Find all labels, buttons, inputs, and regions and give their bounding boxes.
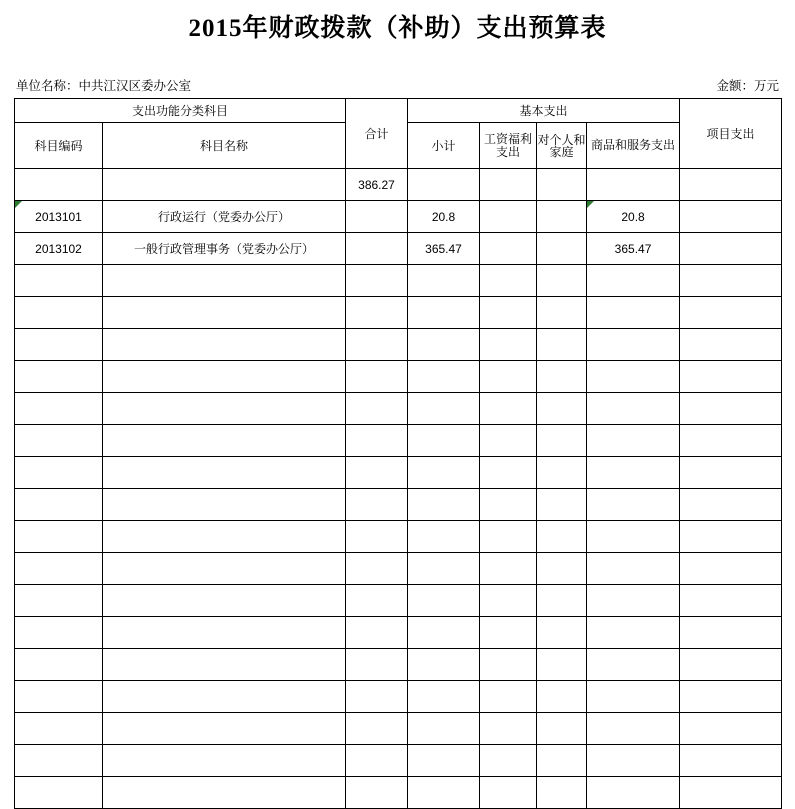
cell-total (346, 745, 408, 777)
table-row (15, 297, 782, 329)
page-title: 2015年财政拨款（补助）支出预算表 (188, 15, 607, 42)
cell-project-expenditure (680, 617, 782, 649)
cell-to-person-family (537, 457, 587, 489)
cell-goods-services (587, 745, 680, 777)
cell-total (346, 457, 408, 489)
cell-total (346, 553, 408, 585)
cell-salary-welfare (480, 489, 537, 521)
unit-name-value: 中共江汉区委办公室 (78, 79, 192, 93)
cell-to-person-family (537, 425, 587, 457)
cell-name: 一般行政管理事务（党委办公厅） (103, 233, 346, 265)
table-row (15, 329, 782, 361)
table-row (15, 617, 782, 649)
cell-project-expenditure (680, 681, 782, 713)
cell-subtotal (408, 649, 480, 681)
cell-salary-welfare (480, 201, 537, 233)
cell-code (15, 393, 103, 425)
cell-project-expenditure (680, 425, 782, 457)
table-row (15, 777, 782, 809)
cell-subtotal (408, 777, 480, 809)
cell-subtotal (408, 425, 480, 457)
cell-to-person-family (537, 393, 587, 425)
cell-subtotal (408, 585, 480, 617)
cell-to-person-family (537, 681, 587, 713)
cell-project-expenditure (680, 329, 782, 361)
cell-to-person-family (537, 361, 587, 393)
cell-name (103, 265, 346, 297)
cell-project-expenditure (680, 713, 782, 745)
cell-code (15, 265, 103, 297)
cell-project-expenditure (680, 745, 782, 777)
cell-subtotal (408, 553, 480, 585)
cell-subtotal (408, 169, 480, 201)
cell-project-expenditure (680, 777, 782, 809)
cell-subtotal (408, 457, 480, 489)
cell-total (346, 329, 408, 361)
cell-salary-welfare (480, 425, 537, 457)
cell-to-person-family (537, 201, 587, 233)
cell-salary-welfare (480, 329, 537, 361)
cell-name (103, 361, 346, 393)
cell-salary-welfare (480, 649, 537, 681)
header-name: 科目名称 (103, 123, 346, 169)
amount-unit-label: 金额：万元 (716, 79, 779, 93)
table-row (15, 745, 782, 777)
cell-goods-services: 365.47 (587, 233, 680, 265)
cell-salary-welfare (480, 169, 537, 201)
cell-goods-services (587, 713, 680, 745)
cell-salary-welfare (480, 681, 537, 713)
cell-goods-services (587, 681, 680, 713)
document-meta (0, 76, 795, 98)
cell-subtotal: 365.47 (408, 233, 480, 265)
cell-salary-welfare (480, 617, 537, 649)
table-row (15, 425, 782, 457)
cell-salary-welfare (480, 361, 537, 393)
table-row (15, 233, 782, 265)
cell-goods-services: 20.8 (587, 201, 680, 233)
cell-subtotal (408, 329, 480, 361)
table-row (15, 393, 782, 425)
cell-code (15, 649, 103, 681)
cell-total (346, 617, 408, 649)
cell-code (15, 297, 103, 329)
cell-subtotal (408, 265, 480, 297)
header-basic-expenditure: 基本支出 (408, 99, 680, 123)
cell-code (15, 489, 103, 521)
budget-table (14, 98, 782, 809)
table-row (15, 489, 782, 521)
table-body (15, 169, 782, 809)
cell-goods-services (587, 553, 680, 585)
cell-name (103, 169, 346, 201)
cell-total (346, 297, 408, 329)
header-salary-welfare: 工资福利支出 (480, 123, 537, 169)
cell-to-person-family (537, 553, 587, 585)
cell-subtotal (408, 297, 480, 329)
cell-total (346, 425, 408, 457)
header-project-expenditure: 项目支出 (680, 99, 782, 169)
cell-project-expenditure (680, 489, 782, 521)
cell-goods-services (587, 297, 680, 329)
cell-goods-services (587, 457, 680, 489)
cell-to-person-family (537, 521, 587, 553)
cell-total (346, 649, 408, 681)
cell-name (103, 649, 346, 681)
cell-code: 2013102 (15, 233, 103, 265)
cell-goods-services (587, 393, 680, 425)
unit-name-line (16, 76, 191, 94)
cell-subtotal (408, 361, 480, 393)
table-row (15, 521, 782, 553)
table-row (15, 361, 782, 393)
header-function-category: 支出功能分类科目 (15, 99, 346, 123)
cell-subtotal (408, 713, 480, 745)
table-row (15, 649, 782, 681)
cell-project-expenditure (680, 201, 782, 233)
cell-name (103, 393, 346, 425)
cell-code (15, 681, 103, 713)
cell-total (346, 489, 408, 521)
cell-to-person-family (537, 233, 587, 265)
cell-goods-services (587, 169, 680, 201)
cell-subtotal (408, 393, 480, 425)
table-header (15, 99, 782, 169)
cell-code (15, 777, 103, 809)
cell-code (15, 425, 103, 457)
cell-name (103, 713, 346, 745)
cell-to-person-family (537, 297, 587, 329)
cell-salary-welfare (480, 745, 537, 777)
cell-goods-services (587, 585, 680, 617)
header-goods-services: 商品和服务支出 (587, 123, 680, 169)
cell-name (103, 745, 346, 777)
cell-name (103, 777, 346, 809)
cell-salary-welfare (480, 777, 537, 809)
cell-goods-services (587, 425, 680, 457)
cell-code (15, 457, 103, 489)
cell-salary-welfare (480, 521, 537, 553)
header-to-person-family: 对个人和家庭 (537, 123, 587, 169)
cell-goods-services (587, 521, 680, 553)
cell-code (15, 329, 103, 361)
cell-project-expenditure (680, 649, 782, 681)
cell-to-person-family (537, 777, 587, 809)
table-row (15, 169, 782, 201)
cell-code: 2013101 (15, 201, 103, 233)
cell-goods-services (587, 329, 680, 361)
table-row (15, 585, 782, 617)
comment-marker-icon (15, 201, 22, 208)
cell-total (346, 521, 408, 553)
unit-name-label: 单位名称： (16, 79, 79, 93)
cell-total: 386.27 (346, 169, 408, 201)
cell-name (103, 489, 346, 521)
cell-goods-services (587, 361, 680, 393)
cell-total (346, 393, 408, 425)
cell-goods-services (587, 489, 680, 521)
cell-project-expenditure (680, 233, 782, 265)
cell-total (346, 585, 408, 617)
cell-project-expenditure (680, 297, 782, 329)
cell-code (15, 553, 103, 585)
cell-name (103, 329, 346, 361)
cell-name (103, 457, 346, 489)
cell-name (103, 425, 346, 457)
cell-subtotal: 20.8 (408, 201, 480, 233)
cell-to-person-family (537, 745, 587, 777)
cell-subtotal (408, 617, 480, 649)
cell-subtotal (408, 745, 480, 777)
table-row (15, 713, 782, 745)
cell-name (103, 521, 346, 553)
cell-salary-welfare (480, 553, 537, 585)
cell-project-expenditure (680, 553, 782, 585)
cell-total (346, 201, 408, 233)
cell-total (346, 777, 408, 809)
cell-to-person-family (537, 649, 587, 681)
table-row (15, 681, 782, 713)
cell-goods-services (587, 265, 680, 297)
cell-code (15, 713, 103, 745)
cell-total (346, 265, 408, 297)
cell-total (346, 361, 408, 393)
cell-name (103, 585, 346, 617)
cell-salary-welfare (480, 713, 537, 745)
table-row (15, 201, 782, 233)
cell-project-expenditure (680, 585, 782, 617)
header-code: 科目编码 (15, 123, 103, 169)
cell-total (346, 233, 408, 265)
cell-name (103, 617, 346, 649)
cell-code (15, 745, 103, 777)
cell-to-person-family (537, 329, 587, 361)
cell-project-expenditure (680, 393, 782, 425)
cell-project-expenditure (680, 521, 782, 553)
cell-code (15, 617, 103, 649)
table-row (15, 265, 782, 297)
cell-salary-welfare (480, 297, 537, 329)
header-total: 合计 (346, 99, 408, 169)
comment-marker-icon (587, 201, 594, 208)
cell-name (103, 553, 346, 585)
cell-project-expenditure (680, 457, 782, 489)
cell-to-person-family (537, 265, 587, 297)
cell-salary-welfare (480, 585, 537, 617)
cell-goods-services (587, 777, 680, 809)
cell-subtotal (408, 681, 480, 713)
cell-goods-services (587, 649, 680, 681)
cell-to-person-family (537, 169, 587, 201)
header-subtotal: 小计 (408, 123, 480, 169)
cell-total (346, 681, 408, 713)
cell-salary-welfare (480, 233, 537, 265)
cell-name: 行政运行（党委办公厅） (103, 201, 346, 233)
cell-code (15, 585, 103, 617)
cell-to-person-family (537, 585, 587, 617)
cell-code (15, 361, 103, 393)
table-row (15, 553, 782, 585)
table-row (15, 457, 782, 489)
cell-salary-welfare (480, 393, 537, 425)
cell-name (103, 681, 346, 713)
cell-to-person-family (537, 617, 587, 649)
cell-code (15, 169, 103, 201)
cell-subtotal (408, 521, 480, 553)
cell-to-person-family (537, 489, 587, 521)
cell-project-expenditure (680, 265, 782, 297)
cell-goods-services (587, 617, 680, 649)
cell-salary-welfare (480, 265, 537, 297)
cell-salary-welfare (480, 457, 537, 489)
cell-project-expenditure (680, 169, 782, 201)
cell-code (15, 521, 103, 553)
cell-to-person-family (537, 713, 587, 745)
cell-subtotal (408, 489, 480, 521)
cell-name (103, 297, 346, 329)
cell-total (346, 713, 408, 745)
cell-project-expenditure (680, 361, 782, 393)
